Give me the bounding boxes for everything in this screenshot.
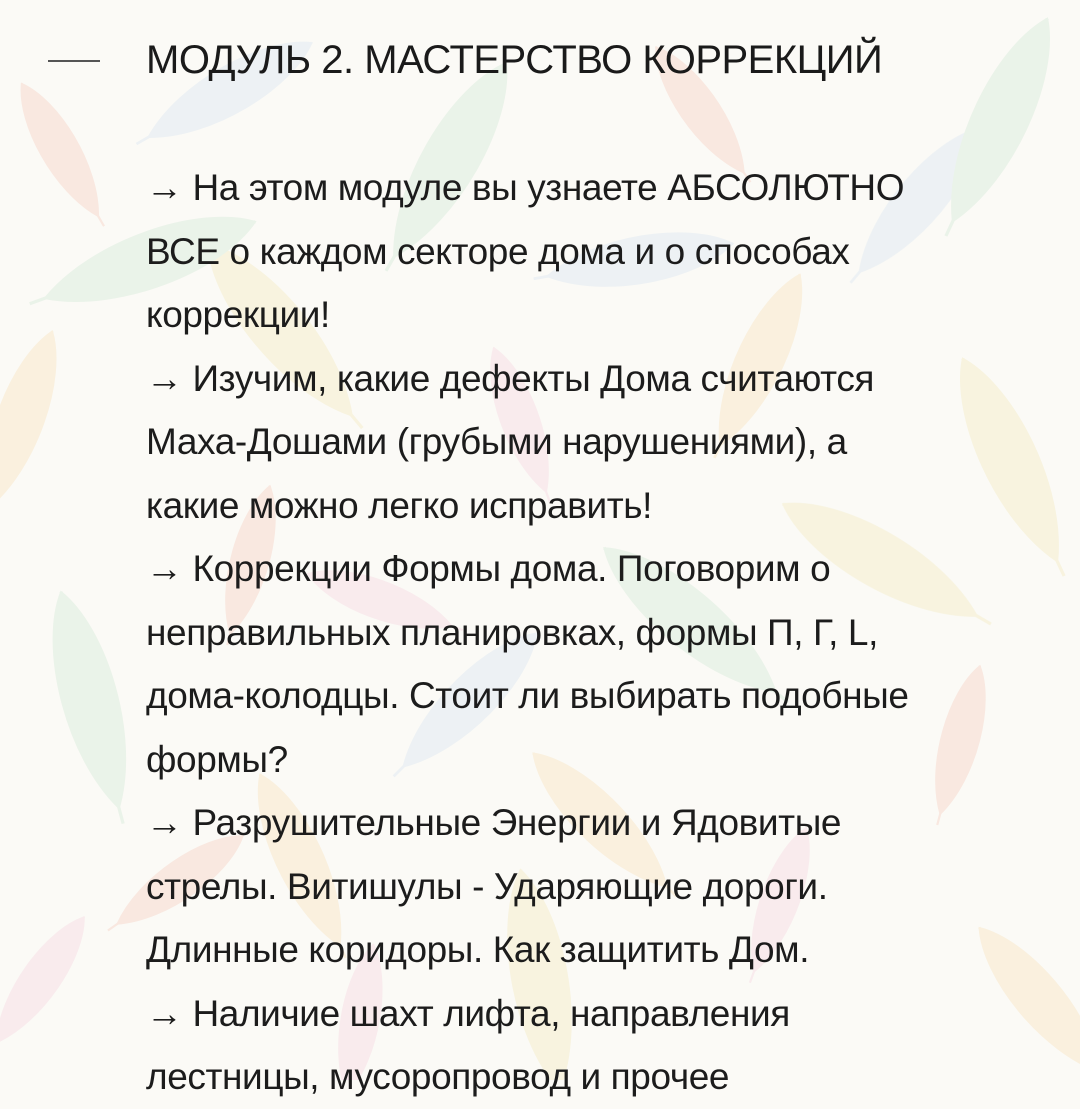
text-line: → На этом модуле вы узнаете АБСОЛЮТНО: [146, 167, 905, 208]
text-line: лестницы, мусоропровод и прочее: [146, 1056, 730, 1097]
text-line: → Изучим, какие дефекты Дома считаются: [146, 357, 875, 399]
text-line: дома-колодцы. Стоит ли выбирать подобные: [146, 675, 909, 716]
text-line: стрелы. Витишулы - Ударяющие дороги.: [146, 865, 828, 907]
text-line: → Разрушительные Энергии и Ядовитые: [146, 802, 842, 843]
text-line: коррекции!: [146, 294, 330, 335]
text-line: Маха-Дошами (грубыми нарушениями), а: [146, 421, 847, 462]
text-line: формы?: [146, 738, 288, 780]
module-title: МОДУЛЬ 2. МАСТЕРСТВО КОРРЕКЦИЙ: [146, 38, 883, 82]
text-line: ВСЕ о каждом секторе дома и о способах: [146, 230, 850, 272]
text-line: неправильных планировках, формы П, Г, L,: [146, 611, 878, 653]
text-line: какие можно легко исправить!: [146, 484, 653, 526]
text-line: Длинные коридоры. Как защитить Дом.: [146, 929, 810, 970]
text-line: → Коррекции Формы дома. Поговорим о: [146, 548, 831, 589]
text-line: → Наличие шахт лифта, направления: [146, 992, 790, 1034]
module-description: [146, 156, 1046, 1109]
title-dash-icon: [48, 60, 100, 62]
